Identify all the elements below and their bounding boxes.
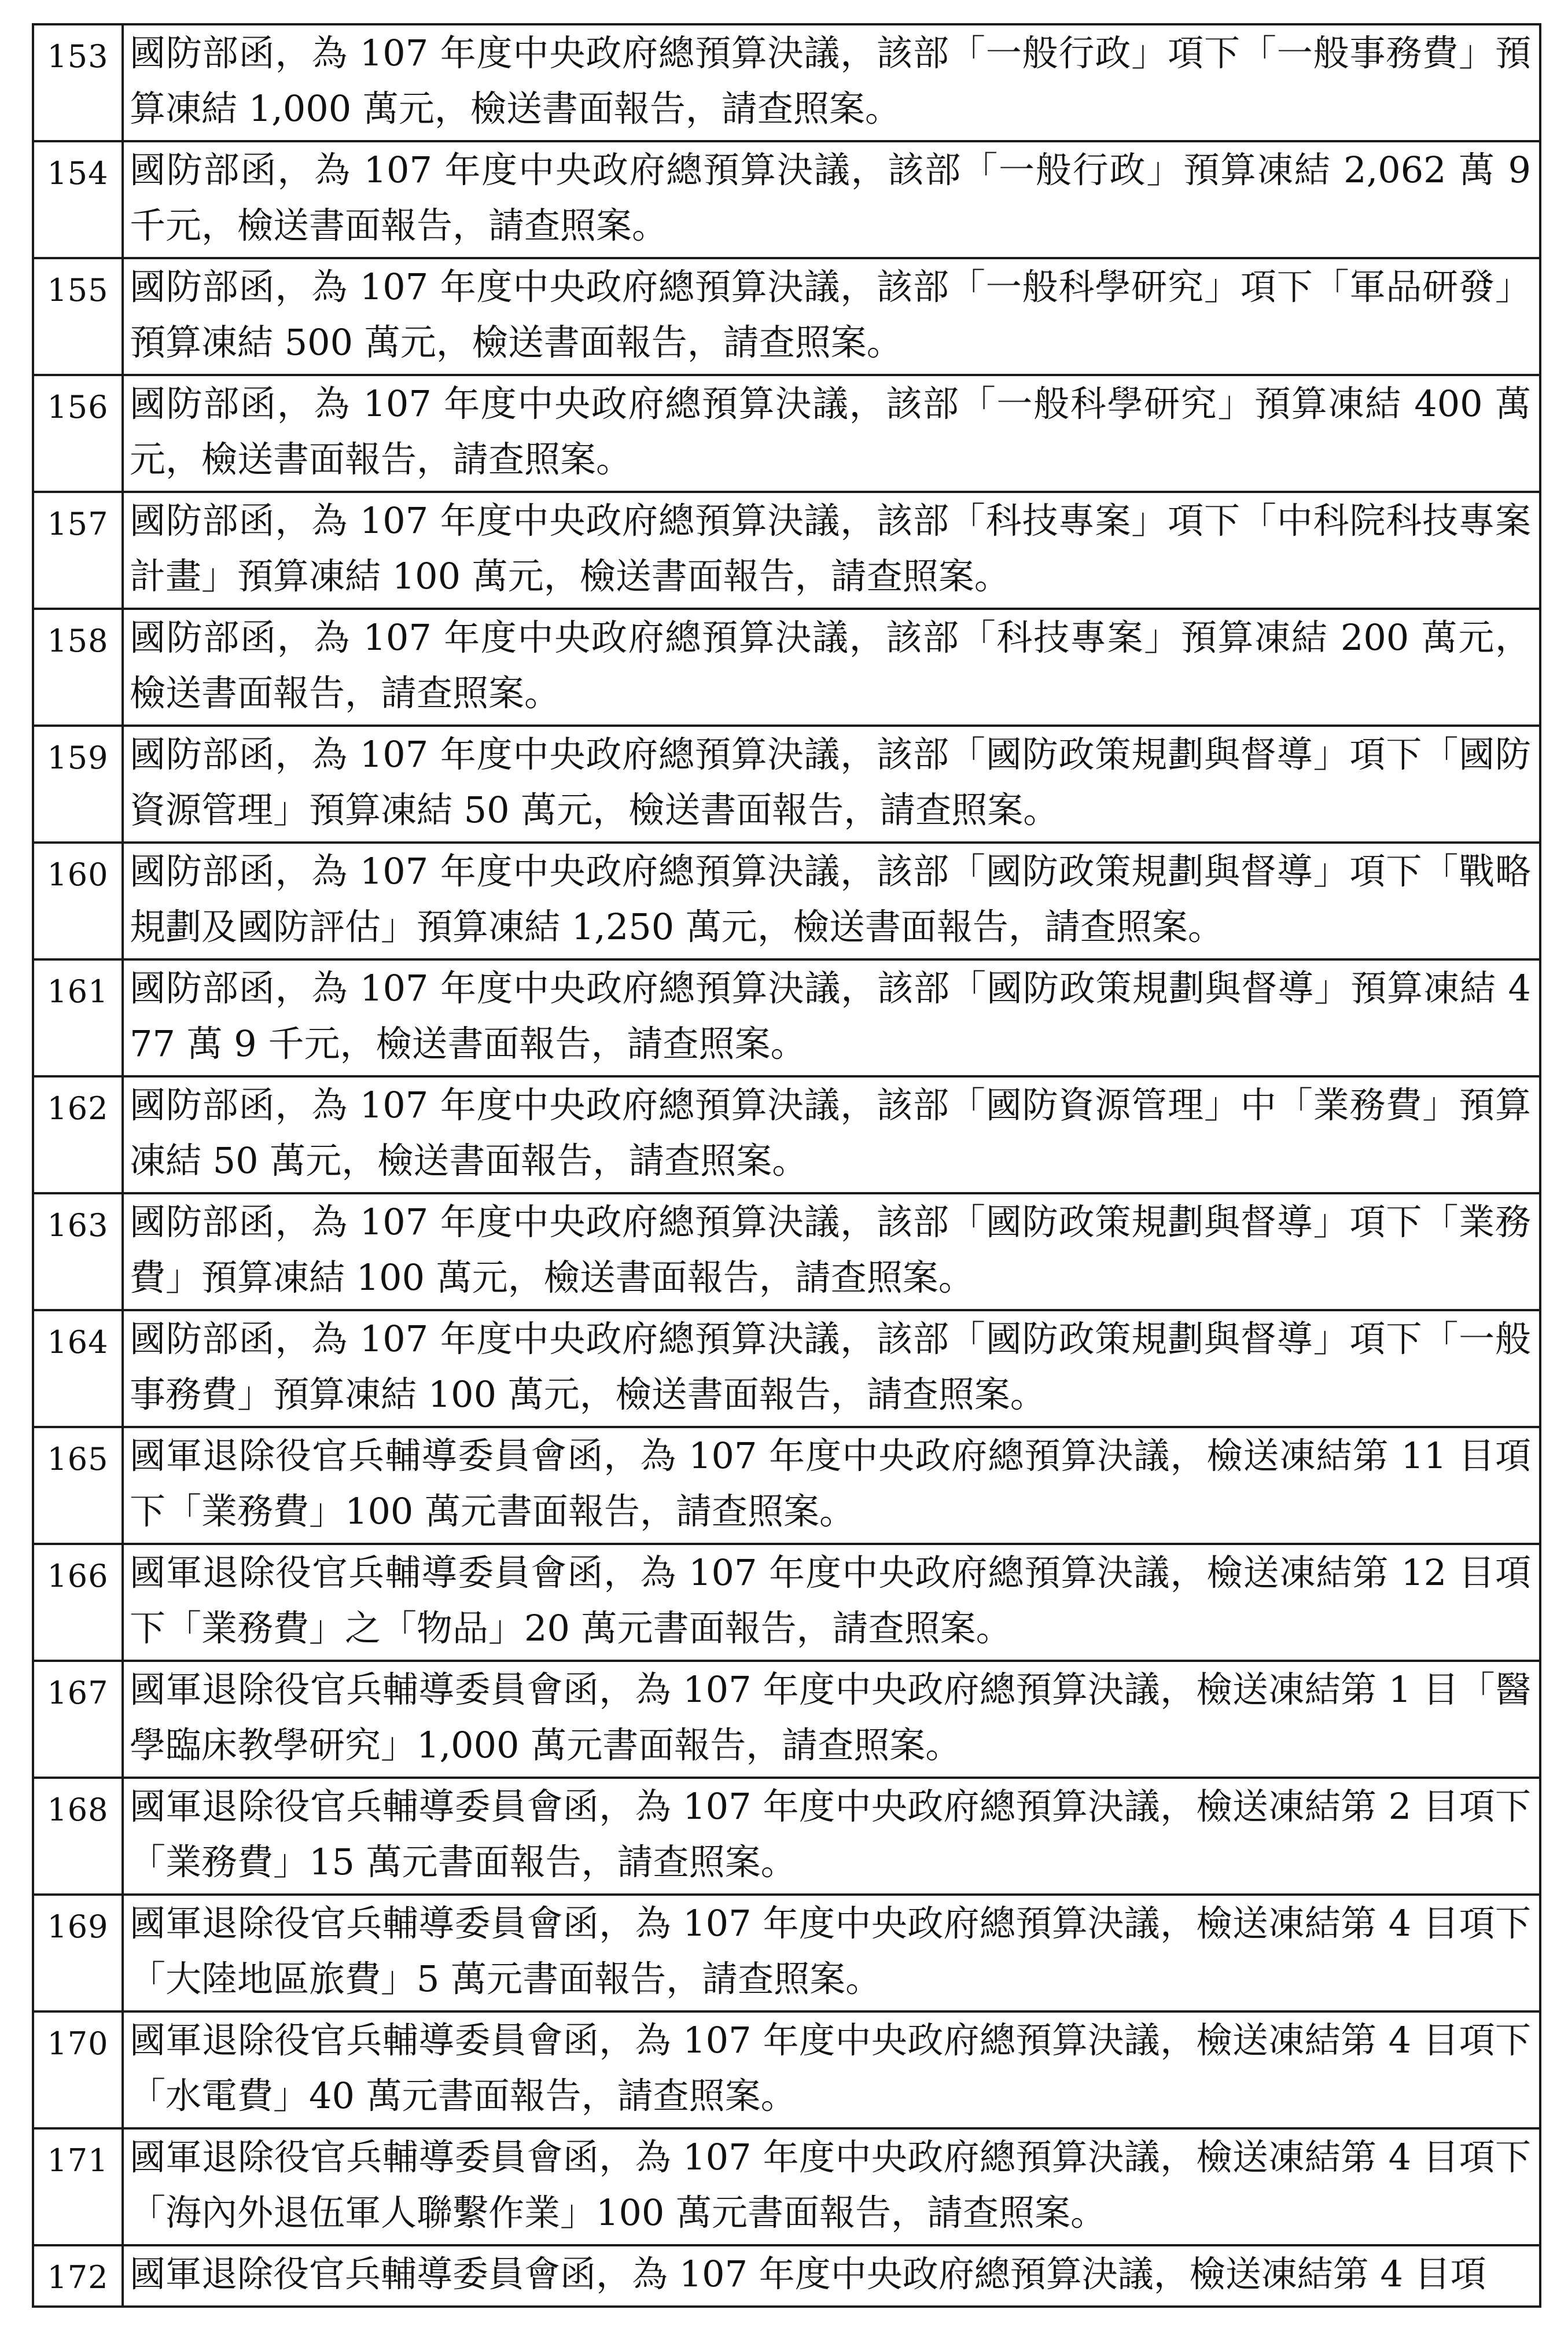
table-row [33, 1310, 1540, 1427]
item-number: 166 [33, 1544, 123, 1661]
item-text: 國軍退除役官兵輔導委員會函，為 107 年度中央政府總預算決議，檢送凍結第 4 目項下「水電費」40 萬元書面報告，請查照案。 [123, 2011, 1540, 2128]
item-number: 157 [33, 492, 123, 609]
item-text: 國軍退除役官兵輔導委員會函，為 107 年度中央政府總預算決議，檢送凍結第 4 目項下「海內外退伍軍人聯繫作業」100 萬元書面報告，請查照案。 [123, 2128, 1540, 2245]
table-row [33, 1544, 1540, 1661]
item-number: 172 [33, 2245, 123, 2307]
item-text: 國軍退除役官兵輔導委員會函，為 107 年度中央政府總預算決議，檢送凍結第 4 目項下「大陸地區旅費」5 萬元書面報告，請查照案。 [123, 1895, 1540, 2011]
item-number: 158 [33, 609, 123, 726]
item-text: 國防部函，為 107 年度中央政府總預算決議，該部「國防政策規劃與督導」項下「戰略規劃及國防評估」預算凍結 1,250 萬元，檢送書面報告，請查照案。 [123, 843, 1540, 959]
table-row [33, 2128, 1540, 2245]
table-row [33, 609, 1540, 726]
table-row [33, 24, 1540, 141]
table-row [33, 843, 1540, 959]
table-row [33, 1193, 1540, 1310]
table-row [33, 1661, 1540, 1778]
item-text: 國防部函，為 107 年度中央政府總預算決議，該部「國防政策規劃與督導」預算凍結 477 萬 9 千元，檢送書面報告，請查照案。 [123, 959, 1540, 1076]
item-number: 154 [33, 141, 123, 258]
item-text: 國防部函，為 107 年度中央政府總預算決議，該部「一般行政」項下「一般事務費」預算凍結 1,000 萬元，檢送書面報告，請查照案。 [123, 24, 1540, 141]
table-row [33, 1076, 1540, 1193]
item-text: 國防部函，為 107 年度中央政府總預算決議，該部「國防政策規劃與督導」項下「國防資源管理」預算凍結 50 萬元，檢送書面報告，請查照案。 [123, 726, 1540, 843]
item-text: 國防部函，為 107 年度中央政府總預算決議，該部「國防政策規劃與督導」項下「一般事務費」預算凍結 100 萬元，檢送書面報告，請查照案。 [123, 1310, 1540, 1427]
item-text: 國防部函，為 107 年度中央政府總預算決議，該部「科技專案」預算凍結 200 萬元，檢送書面報告，請查照案。 [123, 609, 1540, 726]
item-text: 國軍退除役官兵輔導委員會函，為 107 年度中央政府總預算決議，檢送凍結第 4 目項 [123, 2245, 1540, 2307]
table-row [33, 141, 1540, 258]
item-number: 170 [33, 2011, 123, 2128]
agenda-table [32, 23, 1541, 2308]
table-row [33, 1895, 1540, 2011]
item-text: 國防部函，為 107 年度中央政府總預算決議，該部「國防政策規劃與督導」項下「業務費」預算凍結 100 萬元，檢送書面報告，請查照案。 [123, 1193, 1540, 1310]
item-number: 156 [33, 375, 123, 492]
item-number: 155 [33, 258, 123, 375]
table-row [33, 258, 1540, 375]
item-text: 國軍退除役官兵輔導委員會函，為 107 年度中央政府總預算決議，檢送凍結第 2 目項下「業務費」15 萬元書面報告，請查照案。 [123, 1778, 1540, 1895]
table-row [33, 1778, 1540, 1895]
item-number: 165 [33, 1427, 123, 1544]
item-number: 169 [33, 1895, 123, 2011]
table-row [33, 726, 1540, 843]
item-text: 國防部函，為 107 年度中央政府總預算決議，該部「一般行政」預算凍結 2,062 萬 9 千元，檢送書面報告，請查照案。 [123, 141, 1540, 258]
table-row [33, 959, 1540, 1076]
item-text: 國軍退除役官兵輔導委員會函，為 107 年度中央政府總預算決議，檢送凍結第 12 目項下「業務費」之「物品」20 萬元書面報告，請查照案。 [123, 1544, 1540, 1661]
item-number: 161 [33, 959, 123, 1076]
item-number: 153 [33, 24, 123, 141]
item-number: 167 [33, 1661, 123, 1778]
table-row [33, 2011, 1540, 2128]
agenda-rows [33, 24, 1540, 2307]
table-row [33, 375, 1540, 492]
item-text: 國軍退除役官兵輔導委員會函，為 107 年度中央政府總預算決議，檢送凍結第 11 目項下「業務費」100 萬元書面報告，請查照案。 [123, 1427, 1540, 1544]
item-number: 171 [33, 2128, 123, 2245]
item-text: 國防部函，為 107 年度中央政府總預算決議，該部「科技專案」項下「中科院科技專案計畫」預算凍結 100 萬元，檢送書面報告，請查照案。 [123, 492, 1540, 609]
item-text: 國防部函，為 107 年度中央政府總預算決議，該部「一般科學研究」項下「軍品研發」預算凍結 500 萬元，檢送書面報告，請查照案。 [123, 258, 1540, 375]
item-text: 國軍退除役官兵輔導委員會函，為 107 年度中央政府總預算決議，檢送凍結第 1 目「醫學臨床教學研究」1,000 萬元書面報告，請查照案。 [123, 1661, 1540, 1778]
item-text: 國防部函，為 107 年度中央政府總預算決議，該部「一般科學研究」預算凍結 400 萬元，檢送書面報告，請查照案。 [123, 375, 1540, 492]
item-number: 168 [33, 1778, 123, 1895]
table-row [33, 2245, 1540, 2307]
item-number: 162 [33, 1076, 123, 1193]
table-row [33, 492, 1540, 609]
item-text: 國防部函，為 107 年度中央政府總預算決議，該部「國防資源管理」中「業務費」預算凍結 50 萬元，檢送書面報告，請查照案。 [123, 1076, 1540, 1193]
item-number: 159 [33, 726, 123, 843]
item-number: 164 [33, 1310, 123, 1427]
table-row [33, 1427, 1540, 1544]
item-number: 163 [33, 1193, 123, 1310]
item-number: 160 [33, 843, 123, 959]
